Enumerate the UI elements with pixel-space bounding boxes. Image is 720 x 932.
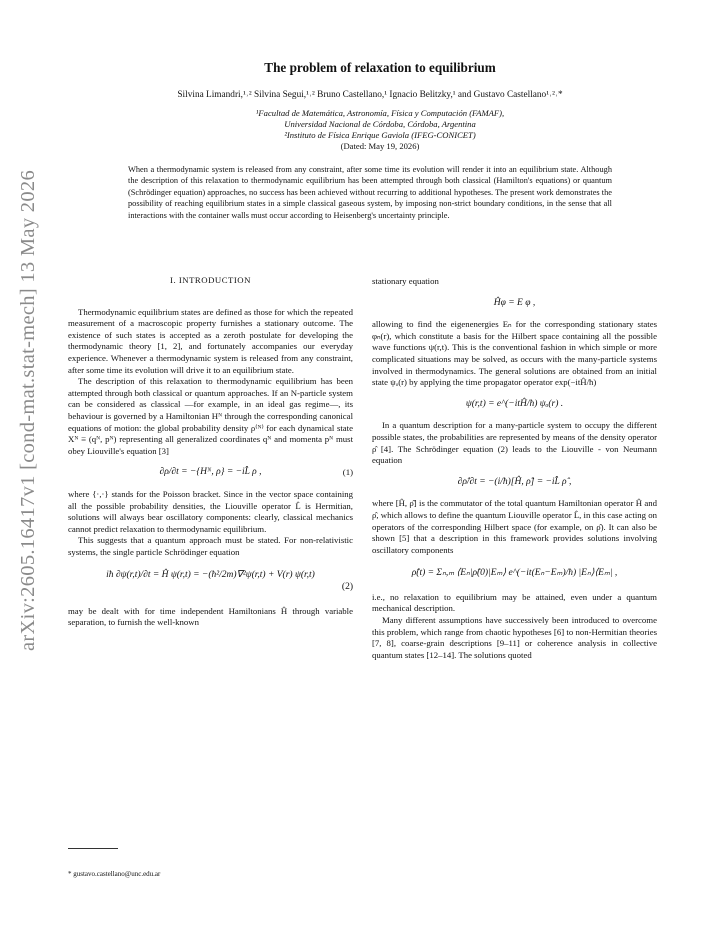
- paragraph: allowing to find the eigenenergies Eₙ for the corresponding stationary states φₙ(r), which constitute a basis for the Hilbert space containing all the possible wave functions ψ(r,t). This is the conventional fashion in which simple or more complicated situations may be solved, as occurs with the many-particle systems involved in thermodynamics. The general solutions are obtained from an initial state ψₒ(r) by applying the time propagator operator exp(−itĤ/ħ): [372, 319, 657, 388]
- paper-title: The problem of relaxation to equilibrium: [264, 60, 496, 75]
- equation-body: ∂ρ/∂t = −{Hᴺ, ρ} = −iL̂ ρ ,: [159, 467, 262, 478]
- affiliation-line: ²Instituto de Física Enrique Gaviola (IFEG-CONICET): [284, 130, 476, 140]
- paragraph: stationary equation: [372, 276, 439, 286]
- equation-number: (1): [342, 467, 353, 478]
- equation-number: (2): [341, 582, 353, 593]
- dated-line: (Dated: May 19, 2026): [340, 141, 420, 151]
- paragraph: Thermodynamic equilibrium states are defined as those for which the repeated measurement of a macroscopic property furnishes a stationary outcome. The existence of such states is accepted as a zeroth postulate for developing the thermodynamic theory [1, 2], and fortunately accompanies our everyday experience. Whenever a thermodynamic system is released from any constraint, after some time its evolution will drive it to an equilibrium state.: [68, 306, 353, 375]
- affiliation-line: ¹Facultad de Matemática, Astronomía, Física y Computación (FAMAF),: [255, 108, 505, 118]
- equation-density-evolution: [372, 568, 657, 580]
- paragraph: where {·,·} stands for the Poisson bracket. Since in the vector space containing all the possible probability densities, the Liouville operator L̂ is Hermitian, solutions will always bear oscillatory components: clearly, classical mechanics cannot predict relaxation to thermodynamic equilibrium.: [68, 488, 353, 534]
- author-list: Silvina Limandri,¹˒² Silvina Segui,¹˒² Bruno Castellano,¹ Ignacio Belitzky,¹ and Gustavo Castellano¹˒²˒*: [177, 90, 563, 100]
- paragraph: The description of this relaxation to thermodynamic equilibrium has been attempted through both classical or quantum approaches. If an N-particle system can be considered as classical —for example, in an ideal gas regime—, its behaviour is governed by a Hamiltonian Hᴺ through the corresponding canonical equations of motion: the global probability density ρ⁽ᴺ⁾ for each dynamical state Xᴺ ≡ (qᴺ, pᴺ) representing all generalized coordinates qᴺ and momenta pᴺ must obey Liouville's equation [3]: [68, 376, 353, 456]
- paragraph: Many different assumptions have successively been introduced to overcome this problem, which range from chaotic hypotheses [6] to non-Hermitian theories [7, 8], coarse-grain descriptions [9–11] or coherence analysis in collective quantum states [12–14]. The solutions quoted: [372, 615, 657, 660]
- equation-stationary: [372, 298, 657, 310]
- affiliation-line: Universidad Nacional de Córdoba, Córdoba, Argentina: [284, 119, 476, 129]
- footnote-email: * gustavo.castellano@unc.edu.ar: [68, 870, 161, 878]
- footnote-rule: [68, 848, 118, 849]
- equation-liouville-von-neumann: [372, 477, 657, 489]
- left-column: [68, 275, 353, 629]
- paragraph: This suggests that a quantum approach must be stated. For non-relativistic systems, the single particle Schrödinger equation: [68, 535, 353, 557]
- paragraph: i.e., no relaxation to equilibrium may be attained, even under a quantum mechanical description.: [372, 591, 657, 614]
- arxiv-identifier: arXiv:2605.16417v1 [cond-mat.stat-mech] 13 May 2026: [16, 169, 39, 651]
- equation-body: ψ(r,t) = e^(−itĤ/ħ) ψₒ(r) .: [465, 398, 564, 409]
- affiliations: [100, 108, 660, 152]
- abstract: When a thermodynamic system is released from any constraint, after some time its evolution will render it into an equilibrium state. Although the description of this relaxation to thermodynamic equilibrium has been attempted through both classical (Hamilton's equations) or quantum (Schrödinger equation) approaches, no success has been achieved without recurring to additional hypotheses. The present work demonstrates the possibility of reaching equilibrium states in a simple classical gaseous system, by imposing non-strict boundary conditions, in the sense that all interactions with the container walls must occur according to Heisenberg's uncertainty principle.: [128, 165, 612, 220]
- paragraph: where [Ĥ, ρ̂] is the commutator of the total quantum Hamiltonian operator Ĥ and ρ̂, which allows to define the quantum Liouville operator L̂, in this case acting on operators of the corresponding Hilbert space (for example, on ρ̂). It can also be shown [5] that a description in this framework provides solutions involving oscillatory components: [372, 498, 657, 555]
- equation-propagator: [372, 399, 657, 411]
- equation-body: ∂ρ̂/∂t = −(i/ħ)[Ĥ, ρ̂] = −iL̂ ρ̂ ,: [457, 476, 572, 487]
- paragraph: In a quantum description for a many-particle system to occupy the different possible states, the probabilities are represented by means of the density operator ρ̂ [4]. The Schrödinger equation (2) leads to the Liouville - von Neumann equation: [372, 420, 657, 466]
- section-heading: I. INTRODUCTION: [170, 275, 251, 285]
- equation-body: Ĥφ = E φ ,: [493, 297, 536, 308]
- right-column: [372, 276, 657, 661]
- paragraph: may be dealt with for time independent Hamiltonians Ĥ through variable separation, to furnish the well-known: [68, 605, 353, 628]
- equation-1: [68, 467, 353, 479]
- equation-body: ρ̂(t) = Σₙ,ₘ ⟨Eₙ|ρ̂(0)|Eₘ⟩ e^(−it(Eₙ−Eₘ)/ħ) |Eₙ⟩⟨Eₘ| ,: [411, 568, 618, 579]
- equation-2: [68, 570, 353, 593]
- arxiv-sidebar: [4, 150, 52, 670]
- equation-body: iħ ∂ψ(r,t)/∂t = Ĥ ψ(r,t) = −(ħ²/2m)∇²ψ(r,t) + V(r) ψ(r,t): [106, 570, 315, 581]
